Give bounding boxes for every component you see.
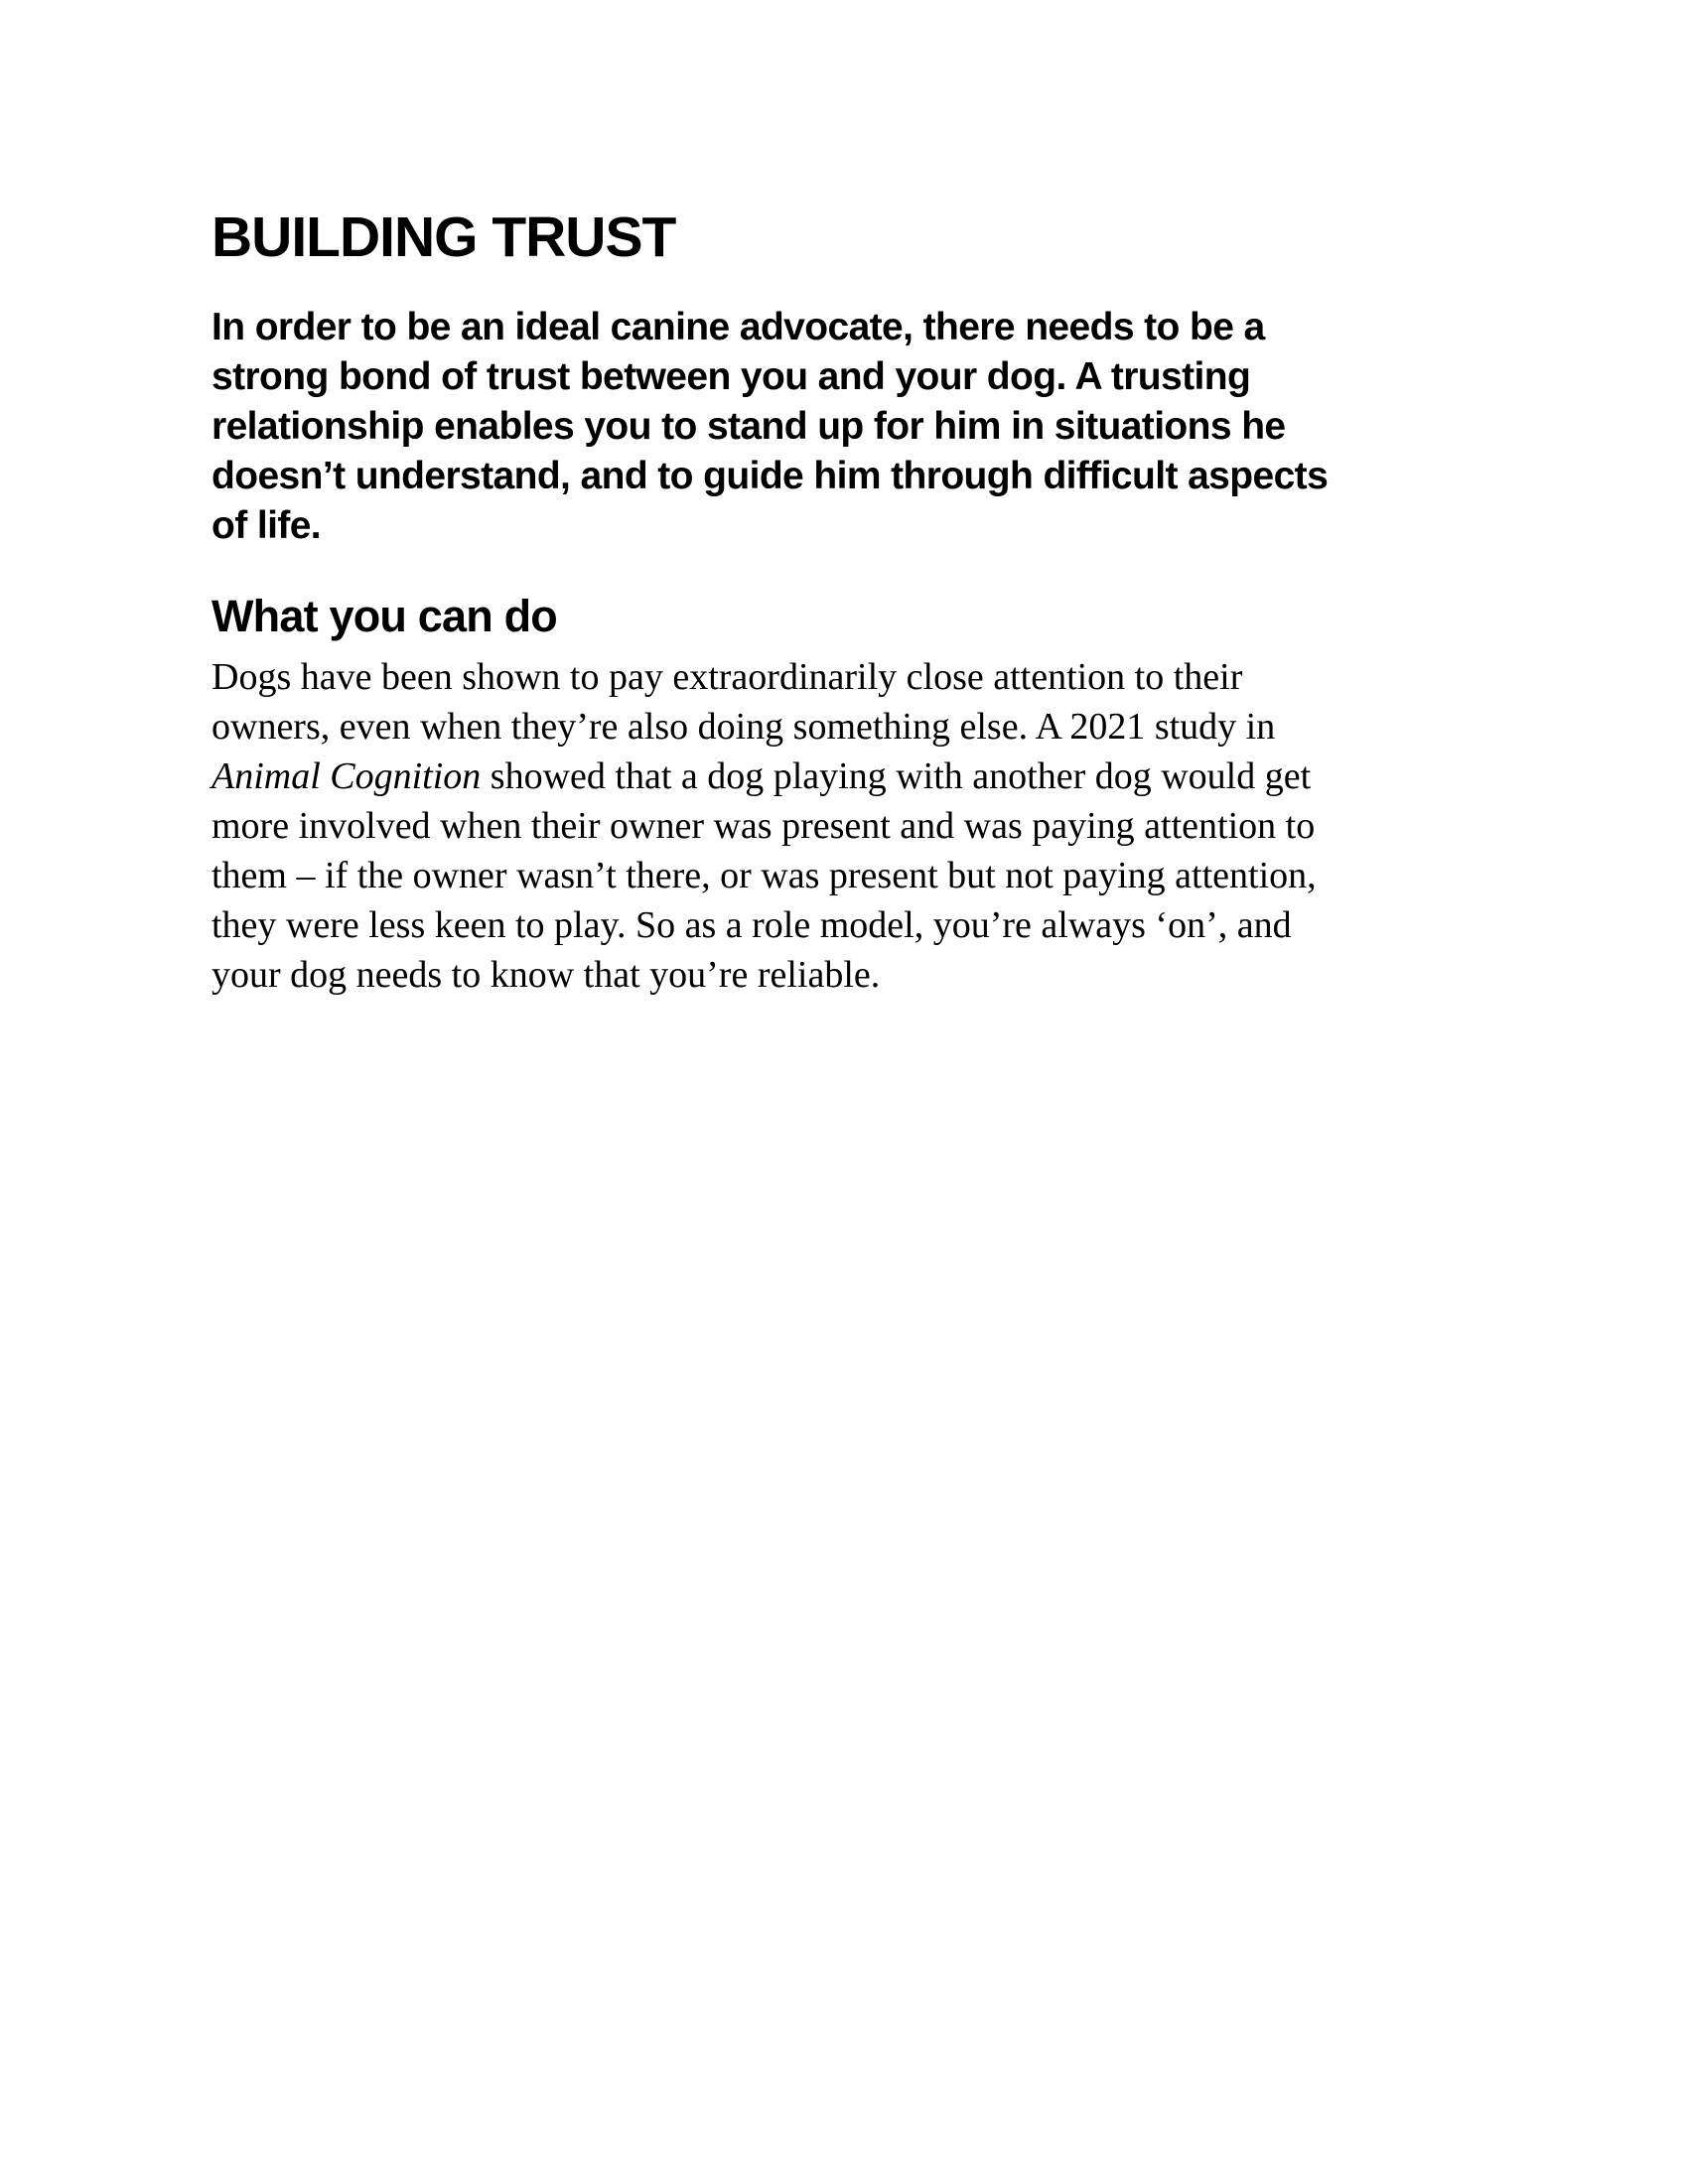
intro-line: doesn’t understand, and to guide him through difficult aspects <box>211 455 1329 497</box>
intro-line: of life. <box>211 504 322 547</box>
body-line <box>211 751 1453 801</box>
document-page <box>211 204 1492 1000</box>
body-line-rest: showed that a dog playing with another dog would get <box>481 755 1312 797</box>
page-title: BUILDING TRUST <box>211 205 676 269</box>
section-subheading: What you can do <box>211 591 558 641</box>
body-line: your dog needs to know that you’re reliable. <box>211 954 881 996</box>
body-line: owners, even when they’re also doing something else. A 2021 study in <box>211 706 1276 748</box>
body-line: more involved when their owner was present and was paying attention to <box>211 805 1316 847</box>
body-line: Dogs have been shown to pay extraordinarily close attention to their <box>211 656 1243 698</box>
intro-paragraph <box>211 303 1463 551</box>
intro-line: strong bond of trust between you and your dog. A trusting <box>211 355 1251 398</box>
body-line: them – if the owner wasn’t there, or was present but not paying attention, <box>211 855 1317 896</box>
intro-line: In order to be an ideal canine advocate, there needs to be a <box>211 306 1265 348</box>
journal-title: Animal Cognition <box>211 755 482 797</box>
intro-line: relationship enables you to stand up for him in situations he <box>211 405 1286 448</box>
body-paragraph <box>211 652 1453 1000</box>
body-line: they were less keen to play. So as a role model, you’re always ‘on’, and <box>211 904 1292 946</box>
